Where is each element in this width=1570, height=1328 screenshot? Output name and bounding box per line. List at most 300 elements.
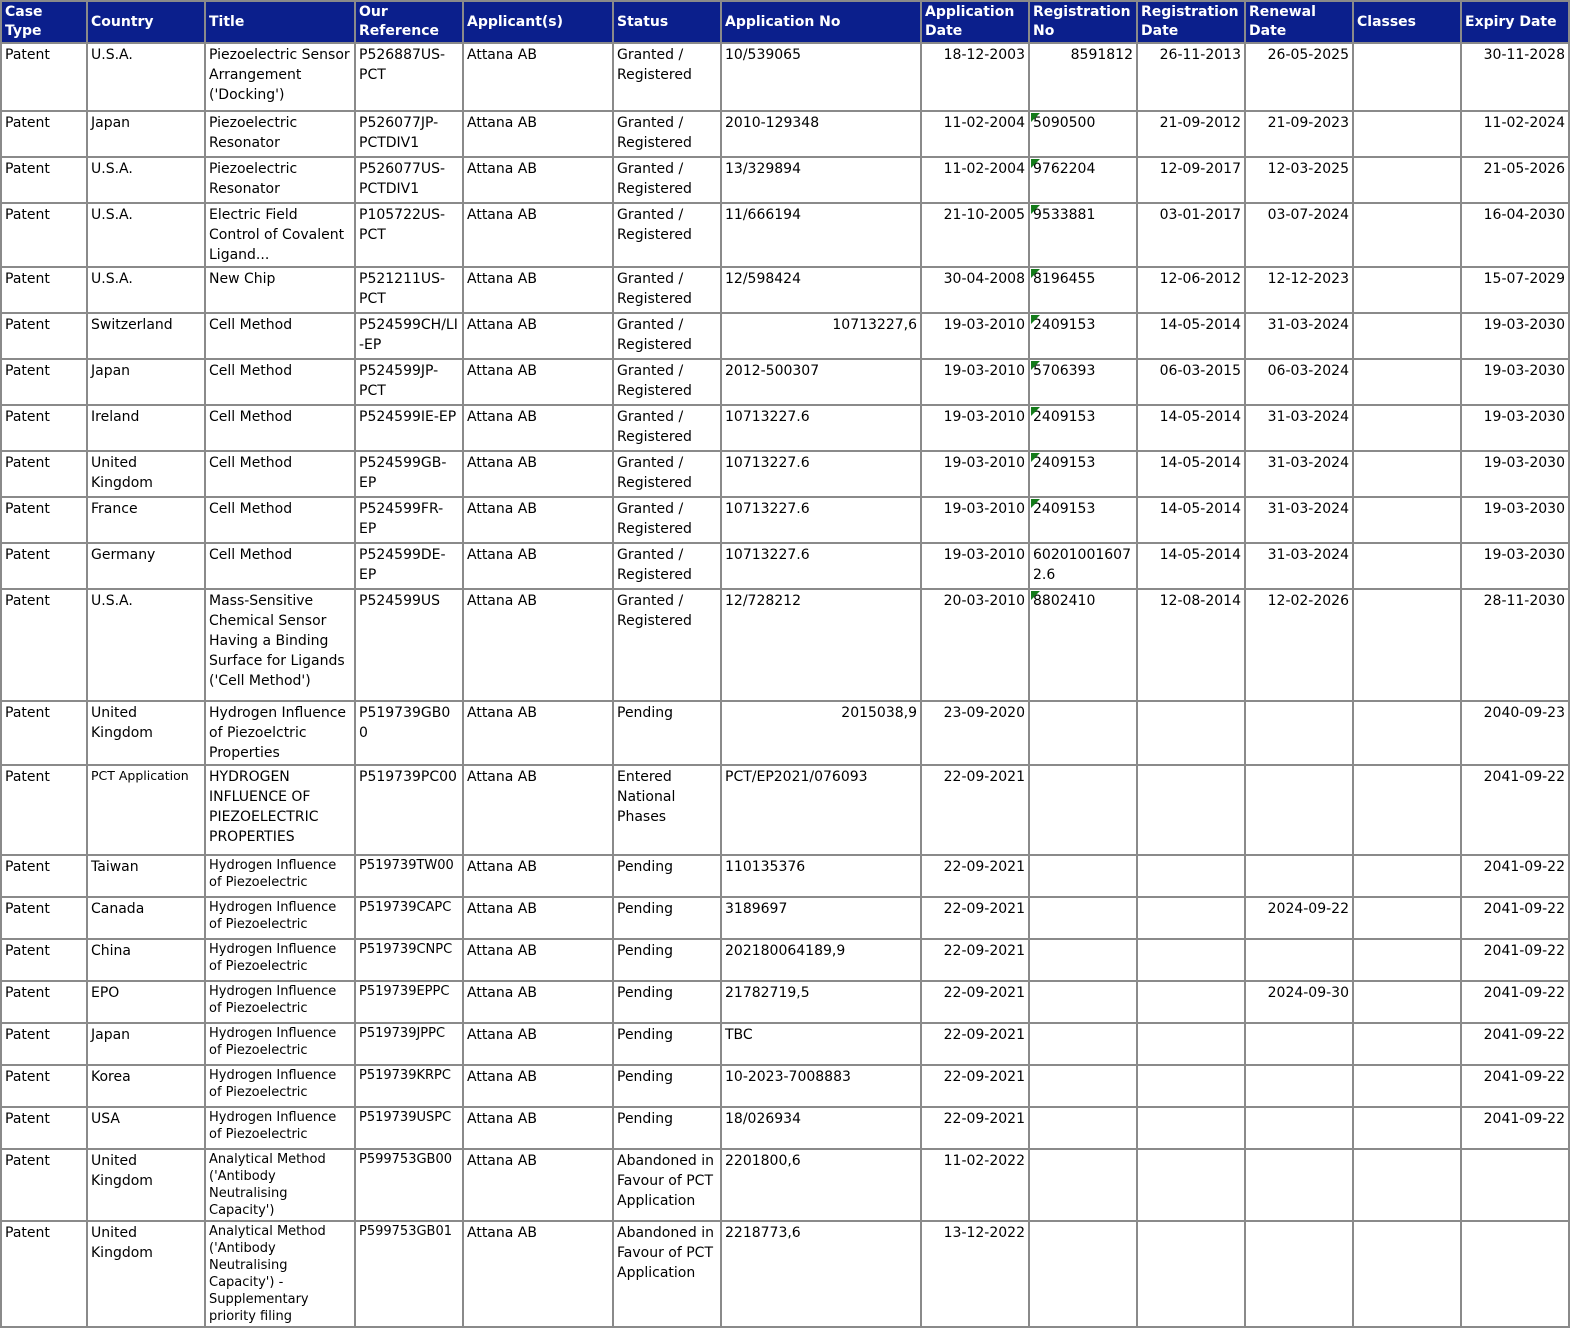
cell-expiry-date[interactable]	[1461, 1221, 1569, 1327]
cell-application-date[interactable]	[921, 855, 1029, 897]
cell-applicant[interactable]	[463, 359, 613, 405]
cell-registration-date[interactable]	[1137, 765, 1245, 855]
cell-title[interactable]	[205, 157, 355, 203]
cell-reference[interactable]	[355, 543, 463, 589]
cell-country[interactable]	[87, 43, 205, 111]
cell-application-no[interactable]	[721, 157, 921, 203]
cell-reference[interactable]	[355, 897, 463, 939]
cell-expiry-date[interactable]	[1461, 543, 1569, 589]
cell-applicant[interactable]	[463, 981, 613, 1023]
cell-registration-no[interactable]	[1029, 451, 1137, 497]
cell-renewal-date[interactable]	[1245, 203, 1353, 267]
cell-renewal-date[interactable]	[1245, 313, 1353, 359]
cell-expiry-date[interactable]	[1461, 359, 1569, 405]
cell-applicant[interactable]	[463, 1023, 613, 1065]
cell-title[interactable]	[205, 939, 355, 981]
cell-application-date[interactable]	[921, 497, 1029, 543]
table-row[interactable]	[1, 589, 1569, 701]
cell-renewal-date[interactable]	[1245, 589, 1353, 701]
cell-expiry-date[interactable]	[1461, 701, 1569, 765]
cell-expiry-date[interactable]	[1461, 855, 1569, 897]
cell-title[interactable]	[205, 1221, 355, 1327]
cell-title[interactable]	[205, 451, 355, 497]
cell-registration-no[interactable]	[1029, 267, 1137, 313]
cell-registration-no[interactable]	[1029, 1149, 1137, 1221]
cell-registration-date[interactable]	[1137, 1107, 1245, 1149]
cell-status[interactable]	[613, 157, 721, 203]
cell-application-no[interactable]	[721, 855, 921, 897]
cell-reference[interactable]	[355, 497, 463, 543]
cell-classes[interactable]	[1353, 451, 1461, 497]
cell-country[interactable]	[87, 589, 205, 701]
cell-country[interactable]	[87, 203, 205, 267]
cell-renewal-date[interactable]	[1245, 405, 1353, 451]
cell-application-no[interactable]	[721, 981, 921, 1023]
cell-reference[interactable]	[355, 589, 463, 701]
cell-country[interactable]	[87, 267, 205, 313]
cell-reference[interactable]	[355, 1023, 463, 1065]
cell-renewal-date[interactable]	[1245, 1221, 1353, 1327]
cell-registration-no[interactable]	[1029, 939, 1137, 981]
cell-classes[interactable]	[1353, 43, 1461, 111]
cell-registration-date[interactable]	[1137, 897, 1245, 939]
table-row[interactable]	[1, 765, 1569, 855]
cell-expiry-date[interactable]	[1461, 1023, 1569, 1065]
cell-applicant[interactable]	[463, 543, 613, 589]
cell-case-type[interactable]	[1, 897, 87, 939]
column-header-expiry-date[interactable]: Expiry Date	[1461, 1, 1569, 43]
cell-applicant[interactable]	[463, 313, 613, 359]
cell-expiry-date[interactable]	[1461, 939, 1569, 981]
cell-application-no[interactable]	[721, 497, 921, 543]
cell-case-type[interactable]	[1, 497, 87, 543]
table-row[interactable]	[1, 1065, 1569, 1107]
cell-classes[interactable]	[1353, 1023, 1461, 1065]
cell-country[interactable]	[87, 1065, 205, 1107]
cell-application-no[interactable]	[721, 1107, 921, 1149]
cell-application-date[interactable]	[921, 405, 1029, 451]
comment-indicator-icon[interactable]	[1031, 113, 1040, 122]
table-row[interactable]	[1, 359, 1569, 405]
cell-registration-date[interactable]	[1137, 313, 1245, 359]
cell-renewal-date[interactable]	[1245, 1065, 1353, 1107]
cell-title[interactable]	[205, 203, 355, 267]
cell-title[interactable]	[205, 765, 355, 855]
comment-indicator-icon[interactable]	[1031, 159, 1040, 168]
cell-registration-no[interactable]	[1029, 543, 1137, 589]
column-header-classes[interactable]: Classes	[1353, 1, 1461, 43]
cell-registration-date[interactable]	[1137, 267, 1245, 313]
cell-title[interactable]	[205, 1107, 355, 1149]
cell-registration-date[interactable]	[1137, 589, 1245, 701]
cell-application-date[interactable]	[921, 981, 1029, 1023]
cell-renewal-date[interactable]	[1245, 855, 1353, 897]
cell-application-no[interactable]	[721, 1023, 921, 1065]
table-row[interactable]	[1, 157, 1569, 203]
cell-classes[interactable]	[1353, 313, 1461, 359]
cell-status[interactable]	[613, 359, 721, 405]
cell-reference[interactable]	[355, 451, 463, 497]
cell-renewal-date[interactable]	[1245, 1107, 1353, 1149]
cell-reference[interactable]	[355, 855, 463, 897]
cell-application-date[interactable]	[921, 701, 1029, 765]
cell-classes[interactable]	[1353, 765, 1461, 855]
comment-indicator-icon[interactable]	[1031, 499, 1040, 508]
cell-application-date[interactable]	[921, 267, 1029, 313]
cell-country[interactable]	[87, 701, 205, 765]
cell-classes[interactable]	[1353, 855, 1461, 897]
cell-reference[interactable]	[355, 765, 463, 855]
cell-renewal-date[interactable]	[1245, 111, 1353, 157]
cell-application-date[interactable]	[921, 897, 1029, 939]
cell-registration-date[interactable]	[1137, 497, 1245, 543]
cell-expiry-date[interactable]	[1461, 111, 1569, 157]
cell-classes[interactable]	[1353, 1065, 1461, 1107]
cell-registration-no[interactable]	[1029, 897, 1137, 939]
cell-title[interactable]	[205, 1065, 355, 1107]
cell-status[interactable]	[613, 497, 721, 543]
cell-country[interactable]	[87, 1221, 205, 1327]
cell-renewal-date[interactable]	[1245, 451, 1353, 497]
cell-renewal-date[interactable]	[1245, 1023, 1353, 1065]
cell-reference[interactable]	[355, 111, 463, 157]
cell-application-date[interactable]	[921, 589, 1029, 701]
cell-title[interactable]	[205, 313, 355, 359]
cell-registration-date[interactable]	[1137, 359, 1245, 405]
cell-reference[interactable]	[355, 43, 463, 111]
cell-status[interactable]	[613, 897, 721, 939]
cell-country[interactable]	[87, 855, 205, 897]
comment-indicator-icon[interactable]	[1031, 269, 1040, 278]
cell-reference[interactable]	[355, 405, 463, 451]
cell-country[interactable]	[87, 1149, 205, 1221]
cell-status[interactable]	[613, 1065, 721, 1107]
cell-registration-date[interactable]	[1137, 1149, 1245, 1221]
cell-application-date[interactable]	[921, 543, 1029, 589]
cell-status[interactable]	[613, 267, 721, 313]
comment-indicator-icon[interactable]	[1031, 361, 1040, 370]
cell-classes[interactable]	[1353, 701, 1461, 765]
cell-applicant[interactable]	[463, 1107, 613, 1149]
cell-applicant[interactable]	[463, 701, 613, 765]
cell-applicant[interactable]	[463, 1149, 613, 1221]
cell-case-type[interactable]	[1, 451, 87, 497]
cell-case-type[interactable]	[1, 589, 87, 701]
cell-application-no[interactable]	[721, 701, 921, 765]
cell-application-no[interactable]	[721, 589, 921, 701]
cell-expiry-date[interactable]	[1461, 497, 1569, 543]
cell-renewal-date[interactable]	[1245, 765, 1353, 855]
cell-expiry-date[interactable]	[1461, 1149, 1569, 1221]
table-row[interactable]	[1, 897, 1569, 939]
cell-renewal-date[interactable]	[1245, 543, 1353, 589]
cell-applicant[interactable]	[463, 897, 613, 939]
cell-case-type[interactable]	[1, 701, 87, 765]
cell-country[interactable]	[87, 497, 205, 543]
cell-expiry-date[interactable]	[1461, 1065, 1569, 1107]
column-header-application-date[interactable]: Application Date	[921, 1, 1029, 43]
cell-title[interactable]	[205, 1149, 355, 1221]
cell-application-no[interactable]	[721, 359, 921, 405]
cell-status[interactable]	[613, 1107, 721, 1149]
cell-status[interactable]	[613, 313, 721, 359]
column-header-renewal-date[interactable]: Renewal Date	[1245, 1, 1353, 43]
cell-title[interactable]	[205, 497, 355, 543]
table-row[interactable]	[1, 43, 1569, 111]
cell-application-date[interactable]	[921, 1107, 1029, 1149]
cell-title[interactable]	[205, 543, 355, 589]
cell-application-date[interactable]	[921, 1065, 1029, 1107]
cell-classes[interactable]	[1353, 981, 1461, 1023]
cell-title[interactable]	[205, 111, 355, 157]
cell-renewal-date[interactable]	[1245, 157, 1353, 203]
cell-applicant[interactable]	[463, 157, 613, 203]
cell-registration-date[interactable]	[1137, 939, 1245, 981]
cell-status[interactable]	[613, 543, 721, 589]
cell-reference[interactable]	[355, 359, 463, 405]
cell-renewal-date[interactable]	[1245, 43, 1353, 111]
cell-application-date[interactable]	[921, 157, 1029, 203]
cell-application-no[interactable]	[721, 451, 921, 497]
cell-renewal-date[interactable]	[1245, 701, 1353, 765]
table-row[interactable]	[1, 1149, 1569, 1221]
cell-application-no[interactable]	[721, 43, 921, 111]
cell-country[interactable]	[87, 981, 205, 1023]
column-header-registration-no[interactable]: Registration No	[1029, 1, 1137, 43]
cell-country[interactable]	[87, 313, 205, 359]
cell-application-date[interactable]	[921, 1149, 1029, 1221]
cell-registration-date[interactable]	[1137, 157, 1245, 203]
cell-application-date[interactable]	[921, 111, 1029, 157]
cell-registration-no[interactable]	[1029, 765, 1137, 855]
cell-applicant[interactable]	[463, 43, 613, 111]
cell-application-no[interactable]	[721, 267, 921, 313]
cell-registration-no[interactable]	[1029, 313, 1137, 359]
cell-application-no[interactable]	[721, 765, 921, 855]
cell-country[interactable]	[87, 543, 205, 589]
cell-application-no[interactable]	[721, 1221, 921, 1327]
cell-renewal-date[interactable]	[1245, 497, 1353, 543]
table-row[interactable]	[1, 981, 1569, 1023]
cell-status[interactable]	[613, 589, 721, 701]
table-row[interactable]	[1, 855, 1569, 897]
table-row[interactable]	[1, 203, 1569, 267]
cell-classes[interactable]	[1353, 267, 1461, 313]
cell-application-date[interactable]	[921, 313, 1029, 359]
cell-expiry-date[interactable]	[1461, 981, 1569, 1023]
cell-registration-no[interactable]	[1029, 1065, 1137, 1107]
cell-reference[interactable]	[355, 1149, 463, 1221]
cell-renewal-date[interactable]	[1245, 897, 1353, 939]
cell-case-type[interactable]	[1, 1023, 87, 1065]
cell-applicant[interactable]	[463, 855, 613, 897]
cell-applicant[interactable]	[463, 267, 613, 313]
cell-registration-date[interactable]	[1137, 1221, 1245, 1327]
cell-case-type[interactable]	[1, 1221, 87, 1327]
cell-case-type[interactable]	[1, 981, 87, 1023]
cell-status[interactable]	[613, 1023, 721, 1065]
cell-country[interactable]	[87, 897, 205, 939]
cell-applicant[interactable]	[463, 1065, 613, 1107]
cell-case-type[interactable]	[1, 1149, 87, 1221]
cell-status[interactable]	[613, 855, 721, 897]
cell-applicant[interactable]	[463, 203, 613, 267]
cell-expiry-date[interactable]	[1461, 405, 1569, 451]
cell-status[interactable]	[613, 765, 721, 855]
cell-title[interactable]	[205, 1023, 355, 1065]
cell-case-type[interactable]	[1, 111, 87, 157]
cell-title[interactable]	[205, 897, 355, 939]
cell-expiry-date[interactable]	[1461, 267, 1569, 313]
column-header-country[interactable]: Country	[87, 1, 205, 43]
cell-registration-no[interactable]	[1029, 589, 1137, 701]
cell-applicant[interactable]	[463, 589, 613, 701]
cell-application-date[interactable]	[921, 939, 1029, 981]
cell-case-type[interactable]	[1, 157, 87, 203]
cell-reference[interactable]	[355, 1107, 463, 1149]
comment-indicator-icon[interactable]	[1031, 315, 1040, 324]
cell-classes[interactable]	[1353, 1149, 1461, 1221]
column-header-registration-date[interactable]: Registration Date	[1137, 1, 1245, 43]
cell-registration-date[interactable]	[1137, 203, 1245, 267]
cell-expiry-date[interactable]	[1461, 765, 1569, 855]
cell-status[interactable]	[613, 981, 721, 1023]
cell-classes[interactable]	[1353, 1107, 1461, 1149]
cell-title[interactable]	[205, 855, 355, 897]
cell-case-type[interactable]	[1, 543, 87, 589]
cell-application-date[interactable]	[921, 1023, 1029, 1065]
cell-status[interactable]	[613, 939, 721, 981]
cell-case-type[interactable]	[1, 855, 87, 897]
cell-registration-date[interactable]	[1137, 981, 1245, 1023]
cell-classes[interactable]	[1353, 939, 1461, 981]
cell-case-type[interactable]	[1, 359, 87, 405]
cell-application-date[interactable]	[921, 765, 1029, 855]
cell-classes[interactable]	[1353, 359, 1461, 405]
cell-status[interactable]	[613, 203, 721, 267]
cell-registration-date[interactable]	[1137, 111, 1245, 157]
column-header-status[interactable]: Status	[613, 1, 721, 43]
cell-reference[interactable]	[355, 157, 463, 203]
cell-title[interactable]	[205, 359, 355, 405]
cell-case-type[interactable]	[1, 939, 87, 981]
cell-registration-date[interactable]	[1137, 855, 1245, 897]
cell-country[interactable]	[87, 405, 205, 451]
cell-renewal-date[interactable]	[1245, 981, 1353, 1023]
cell-renewal-date[interactable]	[1245, 939, 1353, 981]
cell-title[interactable]	[205, 267, 355, 313]
cell-case-type[interactable]	[1, 267, 87, 313]
cell-registration-no[interactable]	[1029, 1023, 1137, 1065]
table-row[interactable]	[1, 111, 1569, 157]
cell-expiry-date[interactable]	[1461, 451, 1569, 497]
cell-registration-no[interactable]	[1029, 405, 1137, 451]
cell-reference[interactable]	[355, 313, 463, 359]
cell-classes[interactable]	[1353, 157, 1461, 203]
cell-classes[interactable]	[1353, 405, 1461, 451]
cell-status[interactable]	[613, 43, 721, 111]
cell-expiry-date[interactable]	[1461, 203, 1569, 267]
cell-reference[interactable]	[355, 701, 463, 765]
cell-status[interactable]	[613, 1149, 721, 1221]
cell-application-date[interactable]	[921, 1221, 1029, 1327]
cell-application-no[interactable]	[721, 111, 921, 157]
cell-classes[interactable]	[1353, 897, 1461, 939]
cell-title[interactable]	[205, 43, 355, 111]
cell-case-type[interactable]	[1, 203, 87, 267]
column-header-application-no[interactable]: Application No	[721, 1, 921, 43]
cell-case-type[interactable]	[1, 765, 87, 855]
cell-classes[interactable]	[1353, 497, 1461, 543]
cell-application-no[interactable]	[721, 313, 921, 359]
cell-reference[interactable]	[355, 203, 463, 267]
cell-case-type[interactable]	[1, 1065, 87, 1107]
cell-application-no[interactable]	[721, 939, 921, 981]
cell-registration-date[interactable]	[1137, 1065, 1245, 1107]
cell-classes[interactable]	[1353, 589, 1461, 701]
cell-reference[interactable]	[355, 1221, 463, 1327]
cell-country[interactable]	[87, 1107, 205, 1149]
cell-status[interactable]	[613, 405, 721, 451]
cell-registration-date[interactable]	[1137, 1023, 1245, 1065]
comment-indicator-icon[interactable]	[1031, 453, 1040, 462]
table-row[interactable]	[1, 1221, 1569, 1327]
cell-registration-no[interactable]	[1029, 981, 1137, 1023]
column-header-applicants[interactable]: Applicant(s)	[463, 1, 613, 43]
cell-classes[interactable]	[1353, 543, 1461, 589]
cell-applicant[interactable]	[463, 1221, 613, 1327]
table-row[interactable]	[1, 451, 1569, 497]
cell-applicant[interactable]	[463, 497, 613, 543]
cell-status[interactable]	[613, 1221, 721, 1327]
cell-case-type[interactable]	[1, 1107, 87, 1149]
cell-registration-date[interactable]	[1137, 543, 1245, 589]
cell-applicant[interactable]	[463, 939, 613, 981]
table-row[interactable]	[1, 1107, 1569, 1149]
column-header-our-reference[interactable]: Our Reference	[355, 1, 463, 43]
cell-applicant[interactable]	[463, 405, 613, 451]
cell-registration-no[interactable]	[1029, 497, 1137, 543]
cell-registration-no[interactable]	[1029, 855, 1137, 897]
cell-registration-date[interactable]	[1137, 701, 1245, 765]
cell-reference[interactable]	[355, 1065, 463, 1107]
cell-application-date[interactable]	[921, 203, 1029, 267]
cell-registration-no[interactable]	[1029, 1221, 1137, 1327]
cell-case-type[interactable]	[1, 43, 87, 111]
cell-application-date[interactable]	[921, 451, 1029, 497]
cell-country[interactable]	[87, 1023, 205, 1065]
cell-expiry-date[interactable]	[1461, 897, 1569, 939]
cell-application-no[interactable]	[721, 203, 921, 267]
cell-status[interactable]	[613, 111, 721, 157]
cell-registration-no[interactable]	[1029, 1107, 1137, 1149]
cell-country[interactable]	[87, 765, 205, 855]
table-row[interactable]	[1, 405, 1569, 451]
table-row[interactable]	[1, 497, 1569, 543]
table-row[interactable]	[1, 543, 1569, 589]
cell-reference[interactable]	[355, 981, 463, 1023]
cell-reference[interactable]	[355, 267, 463, 313]
cell-country[interactable]	[87, 939, 205, 981]
cell-title[interactable]	[205, 981, 355, 1023]
cell-classes[interactable]	[1353, 203, 1461, 267]
cell-classes[interactable]	[1353, 1221, 1461, 1327]
cell-application-date[interactable]	[921, 43, 1029, 111]
cell-classes[interactable]	[1353, 111, 1461, 157]
cell-renewal-date[interactable]	[1245, 1149, 1353, 1221]
cell-applicant[interactable]	[463, 451, 613, 497]
cell-registration-date[interactable]	[1137, 405, 1245, 451]
